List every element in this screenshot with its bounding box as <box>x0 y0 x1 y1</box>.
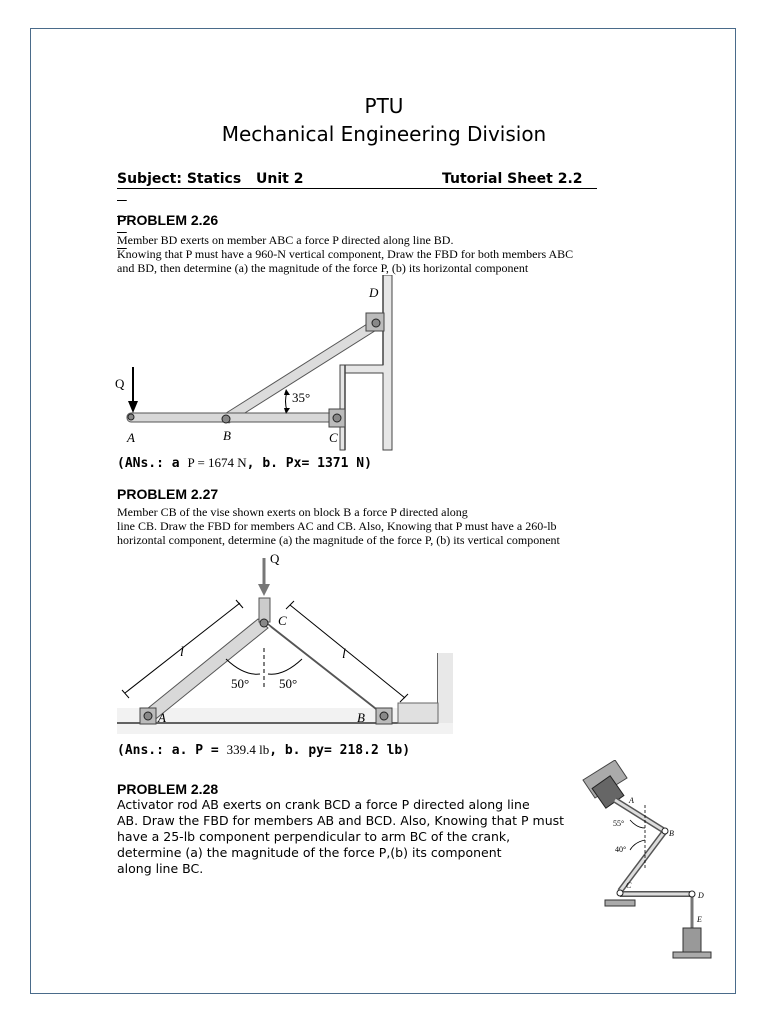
label-c-228: C <box>626 881 632 890</box>
header-org: PTU <box>364 94 404 118</box>
label-angle1-228: 55° <box>613 819 625 828</box>
problem-227-line-3: horizontal component, determine (a) the magnitude of the force P, (b) its vertical component <box>117 533 560 547</box>
problem-227-text <box>117 505 637 547</box>
label-e-228: E <box>697 915 702 924</box>
header-division: Mechanical Engineering Division <box>221 122 547 146</box>
problem-228-line-1: Activator rod AB exerts on crank BCD a force P directed along line <box>117 797 530 812</box>
problem-226-text <box>117 233 637 275</box>
answer-226: (ANs.: a P = 1674 N, b. Px= 1371 N) <box>117 455 372 471</box>
problem-226-line-3: and BD, then determine (a) the magnitude of the force P, (b) its horizontal component <box>117 261 529 275</box>
label-angle-right: 50° <box>279 676 298 691</box>
problem-228-line-5: along line BC. <box>117 861 204 876</box>
figure-228 <box>575 760 725 960</box>
unit-label: Unit 2 <box>256 171 304 187</box>
label-angle-226: 35° <box>292 390 311 405</box>
subject-label: Subject: Statics <box>117 171 242 187</box>
problem-226-title: PROBLEM 2.26 <box>117 212 219 228</box>
label-c-226: C <box>329 430 338 445</box>
sheet-label: Tutorial Sheet 2.2 <box>442 171 583 187</box>
problem-228-line-2: AB. Draw the FBD for members AB and BCD. Also, Knowing that P must <box>117 813 565 828</box>
label-d-226: D <box>369 285 379 300</box>
label-q-226: Q <box>115 376 125 391</box>
label-a-228: A <box>629 796 634 805</box>
answer-227: (Ans.: a. P = 339.4 lb, b. py= 218.2 lb) <box>117 742 411 758</box>
problem-226-line-1: Member BD exerts on member ABC a force P directed along line BD. <box>117 233 454 247</box>
problem-226-line-2: Knowing that P must have a 960-N vertical component, Draw the FBD for both members ABC <box>117 247 574 261</box>
label-d-228: D <box>698 891 704 900</box>
label-b-228: B <box>669 829 674 838</box>
label-a-227: A <box>158 710 166 725</box>
problem-227-title: PROBLEM 2.27 <box>117 486 219 502</box>
problem-227-line-1: Member CB of the vise shown exerts on block B a force P directed along <box>117 505 468 519</box>
problem-228-line-3: have a 25-lb component perpendicular to arm BC of the crank, <box>117 829 511 844</box>
problem-227-line-2: line CB. Draw the FBD for members AC and CB. Also, Knowing that P must have a 260-lb <box>117 519 557 533</box>
label-angle-left: 50° <box>231 676 250 691</box>
label-b-227: B <box>357 710 365 725</box>
subject-line <box>117 171 597 191</box>
problem-228-text <box>117 797 571 877</box>
problem-228-title: PROBLEM 2.28 <box>117 781 219 797</box>
label-c-227: C <box>278 613 287 628</box>
label-a-226: A <box>127 430 135 445</box>
label-angle2-228: 40° <box>615 845 627 854</box>
figure-226 <box>0 275 768 455</box>
figure-227 <box>0 548 768 736</box>
label-l-right: l <box>342 647 346 662</box>
label-l-left: l <box>180 645 184 660</box>
problem-228-line-4: determine (a) the magnitude of the force P,(b) its component <box>117 845 502 860</box>
label-b-226: B <box>223 428 231 443</box>
label-q-227: Q <box>270 551 280 566</box>
